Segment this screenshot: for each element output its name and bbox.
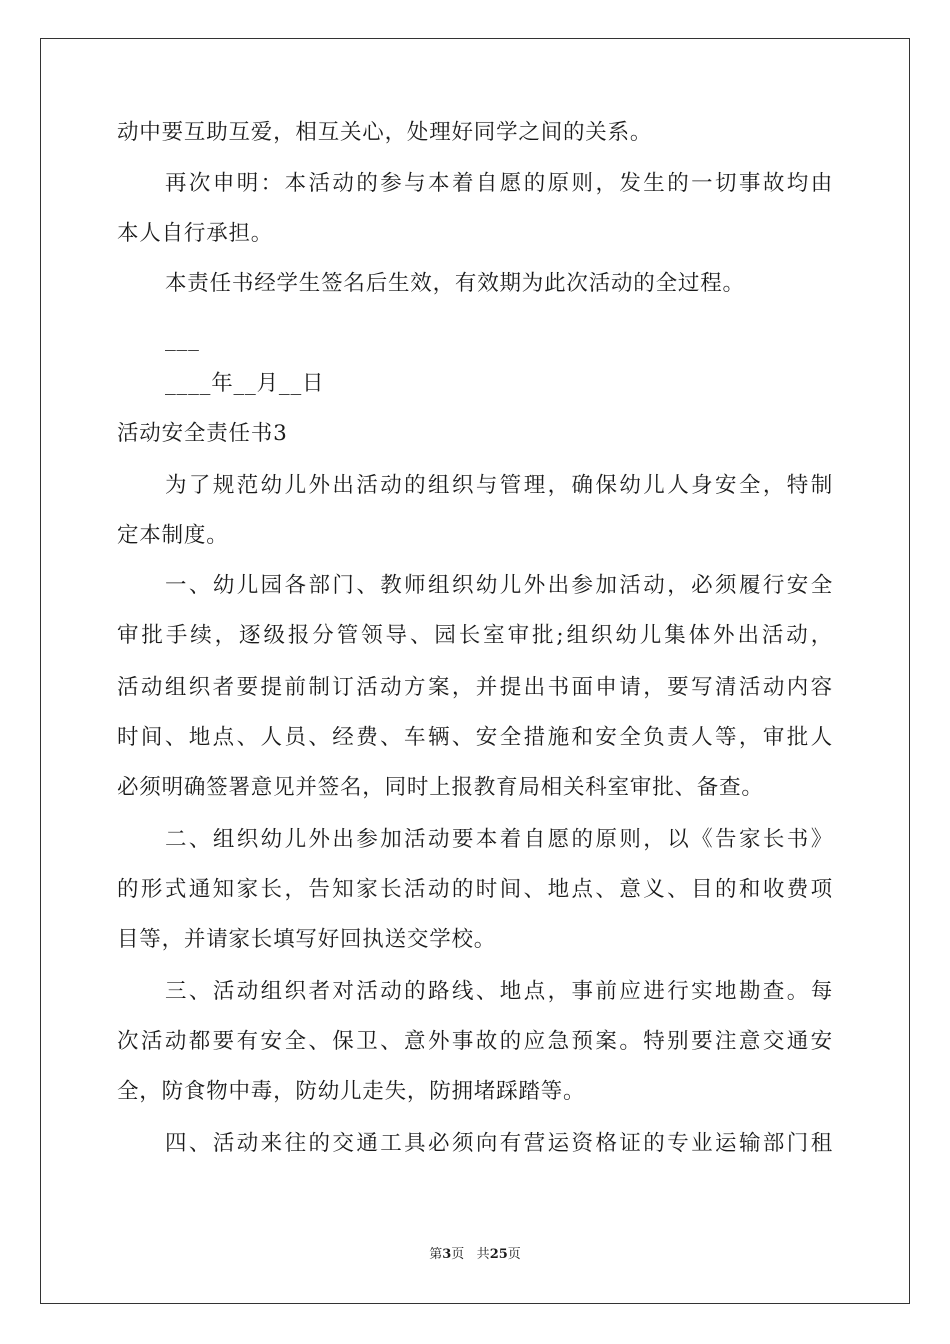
text-line: 的形式通知家长，告知家长活动的时间、地点、意义、目的和收费项 (117, 877, 833, 902)
page-prefix: 第 (429, 1247, 443, 1262)
text-line: 三、活动组织者对活动的路线、地点，事前应进行实地勘查。每 (165, 979, 833, 1004)
text-line: 本人自行承担。 (117, 221, 274, 246)
text-line: 活动安全责任书3 (117, 421, 288, 446)
total-prefix: 共 (476, 1247, 490, 1262)
text-line: 本责任书经学生签名后生效，有效期为此次活动的全过程。 (165, 271, 745, 296)
text-line: 审批手续，逐级报分管领导、园长室审批;组织幼儿集体外出活动， (117, 623, 833, 648)
text-line: 动中要互助互爱，相互关心，处理好同学之间的关系。 (117, 120, 653, 145)
text-line: 再次申明：本活动的参与本着自愿的原则，发生的一切事故均由 (165, 171, 833, 196)
text-line: 二、组织幼儿外出参加活动要本着自愿的原则，以《告家长书》 (165, 827, 833, 852)
text-line: 四、活动来往的交通工具必须向有营运资格证的专业运输部门租 (165, 1131, 833, 1156)
text-line: 定本制度。 (117, 523, 229, 548)
text-line: 必须明确签署意见并签名，同时上报教育局相关科室审批、备查。 (117, 775, 764, 800)
text-line: 全，防食物中毒，防幼儿走失，防拥堵踩踏等。 (117, 1079, 586, 1104)
total-suffix: 页 (507, 1247, 521, 1262)
text-line: 次活动都要有安全、保卫、意外事故的应急预案。特别要注意交通安 (117, 1029, 833, 1054)
text-line: 一、幼儿园各部门、教师组织幼儿外出参加活动，必须履行安全 (165, 573, 833, 598)
text-line: 为了规范幼儿外出活动的组织与管理，确保幼儿人身安全，特制 (165, 473, 833, 498)
text-line: 目等，并请家长填写好回执送交学校。 (117, 927, 497, 952)
text-line: ___ (165, 327, 200, 352)
page-number: 3 (442, 1247, 452, 1262)
text-line: ____年__月__日 (165, 371, 325, 396)
text-line: 活动组织者要提前制订活动方案，并提出书面申请，要写清活动内容 (117, 675, 833, 700)
text-line: 时间、地点、人员、经费、车辆、安全措施和安全负责人等，审批人 (117, 725, 833, 750)
total-pages: 25 (489, 1247, 508, 1262)
page-suffix: 页 (451, 1247, 465, 1262)
page-footer (0, 1246, 950, 1264)
